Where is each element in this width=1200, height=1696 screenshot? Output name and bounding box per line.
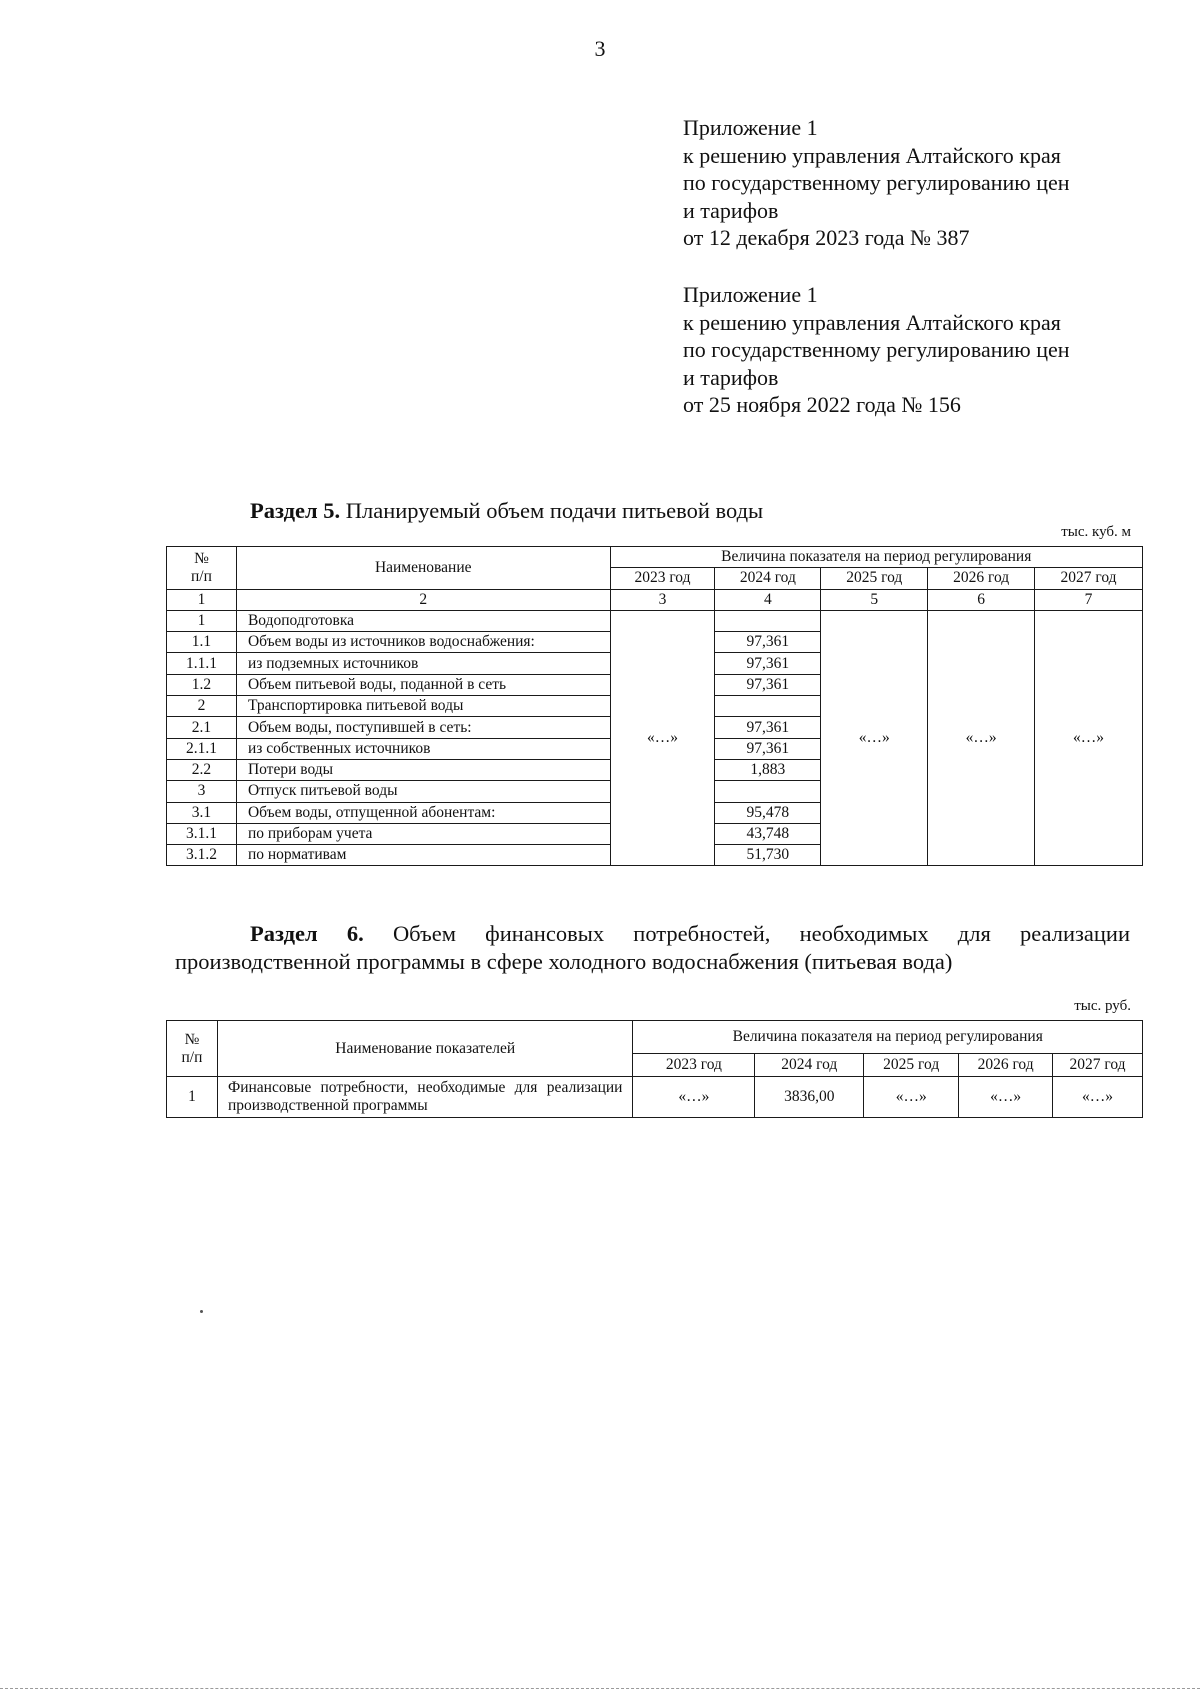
water-volume-table xyxy=(166,546,1143,866)
header-num: № п/п xyxy=(167,547,237,590)
value-2024 xyxy=(715,696,821,717)
header-year-2024: 2024 год xyxy=(755,1054,864,1077)
section5-label: Раздел 5. xyxy=(250,498,341,523)
header-year-2027: 2027 год xyxy=(1035,568,1143,589)
header-year-2025: 2025 год xyxy=(864,1054,959,1077)
section6-title xyxy=(175,920,1130,976)
scan-edge-line xyxy=(0,1688,1200,1689)
header-year-2023: 2023 год xyxy=(610,568,715,589)
value-2023: «…» xyxy=(633,1077,755,1118)
row-name: Водоподготовка xyxy=(236,610,610,631)
row-name: из подземных источников xyxy=(236,653,610,674)
value-2024: 51,730 xyxy=(715,845,821,866)
row-name: из собственных источников xyxy=(236,738,610,759)
financial-needs-table xyxy=(166,1020,1143,1118)
section5-title xyxy=(250,497,763,525)
row-num: 3.1 xyxy=(167,802,237,823)
row-num: 1.1.1 xyxy=(167,653,237,674)
value-2024: 97,361 xyxy=(715,738,821,759)
row-num: 1 xyxy=(167,1077,218,1118)
value-2024: 3836,00 xyxy=(755,1077,864,1118)
row-name: по нормативам xyxy=(236,845,610,866)
value-2025-placeholder: «…» xyxy=(821,610,928,866)
appendix-line: от 12 декабря 2023 года № 387 xyxy=(683,225,970,250)
section6-title-text: Объем финансовых потребностей, необходимых для реализации производственной программы в сфере холодного водоснабжения (питьевая вода) xyxy=(175,921,1130,974)
section6-label: Раздел 6. xyxy=(250,921,364,946)
row-name: Объем воды, отпущенной абонентам: xyxy=(236,802,610,823)
section5-title-text: Планируемый объем подачи питьевой воды xyxy=(340,498,764,523)
header-num: № п/п xyxy=(167,1021,218,1077)
scan-speck xyxy=(200,1310,203,1313)
column-number: 4 xyxy=(715,589,821,610)
row-name: Объем воды, поступившей в сеть: xyxy=(236,717,610,738)
row-num: 3.1.2 xyxy=(167,845,237,866)
appendix-line: и тарифов xyxy=(683,364,779,390)
value-2027: «…» xyxy=(1053,1077,1143,1118)
row-name: Отпуск питьевой воды xyxy=(236,781,610,802)
appendix-line: Приложение 1 xyxy=(683,115,818,140)
row-name: Потери воды xyxy=(236,759,610,780)
row-num: 2.1.1 xyxy=(167,738,237,759)
appendix-line: от 25 ноября 2022 года № 156 xyxy=(683,392,961,417)
value-2026-placeholder: «…» xyxy=(928,610,1035,866)
header-name: Наименование xyxy=(236,547,610,590)
header-year-2025: 2025 год xyxy=(821,568,928,589)
column-number: 7 xyxy=(1035,589,1143,610)
appendix-line: Приложение 1 xyxy=(683,282,818,307)
value-2024: 97,361 xyxy=(715,632,821,653)
value-2024: 95,478 xyxy=(715,802,821,823)
appendix-line: по государственному регулированию цен xyxy=(683,170,1070,195)
appendix-line: и тарифов xyxy=(683,197,779,223)
value-2024 xyxy=(715,610,821,631)
row-num: 1 xyxy=(167,610,237,631)
section6-unit: тыс. руб. xyxy=(1074,998,1131,1014)
value-2027-placeholder: «…» xyxy=(1035,610,1143,866)
appendix-line: по государственному регулированию цен xyxy=(683,337,1070,362)
column-number: 5 xyxy=(821,589,928,610)
column-number: 2 xyxy=(236,589,610,610)
row-name: Финансовые потребности, необходимые для реализации производственной программы xyxy=(217,1077,633,1118)
value-2024: 43,748 xyxy=(715,823,821,844)
value-2024: 1,883 xyxy=(715,759,821,780)
table-row xyxy=(167,610,1143,631)
table-row xyxy=(167,1077,1143,1118)
section5-unit: тыс. куб. м xyxy=(1061,524,1131,540)
row-num: 2 xyxy=(167,696,237,717)
value-2026: «…» xyxy=(959,1077,1053,1118)
row-name: Объем воды из источников водоснабжения: xyxy=(236,632,610,653)
appendix-note-original xyxy=(683,281,1070,419)
row-num: 1.1 xyxy=(167,632,237,653)
appendix-note-current xyxy=(683,114,1070,252)
row-num: 3.1.1 xyxy=(167,823,237,844)
header-year-2026: 2026 год xyxy=(928,568,1035,589)
header-period-group: Величина показателя на период регулирования xyxy=(610,547,1142,568)
appendix-line: к решению управления Алтайского края xyxy=(683,142,1061,168)
header-name: Наименование показателей xyxy=(217,1021,633,1077)
column-number: 6 xyxy=(928,589,1035,610)
column-number: 1 xyxy=(167,589,237,610)
header-year-2023: 2023 год xyxy=(633,1054,755,1077)
header-year-2024: 2024 год xyxy=(715,568,821,589)
appendix-line: к решению управления Алтайского края xyxy=(683,309,1061,335)
value-2024: 97,361 xyxy=(715,653,821,674)
row-name: Транспортировка питьевой воды xyxy=(236,696,610,717)
page-number: 3 xyxy=(594,36,606,61)
row-num: 1.2 xyxy=(167,674,237,695)
column-number: 3 xyxy=(610,589,715,610)
value-2024: 97,361 xyxy=(715,674,821,695)
row-name: по приборам учета xyxy=(236,823,610,844)
value-2025: «…» xyxy=(864,1077,959,1118)
value-2023-placeholder: «…» xyxy=(610,610,715,866)
value-2024: 97,361 xyxy=(715,717,821,738)
header-year-2026: 2026 год xyxy=(959,1054,1053,1077)
row-num: 2.1 xyxy=(167,717,237,738)
row-num: 3 xyxy=(167,781,237,802)
value-2024 xyxy=(715,781,821,802)
row-num: 2.2 xyxy=(167,759,237,780)
row-name: Объем питьевой воды, поданной в сеть xyxy=(236,674,610,695)
header-year-2027: 2027 год xyxy=(1053,1054,1143,1077)
header-period-group: Величина показателя на период регулирования xyxy=(633,1021,1143,1054)
